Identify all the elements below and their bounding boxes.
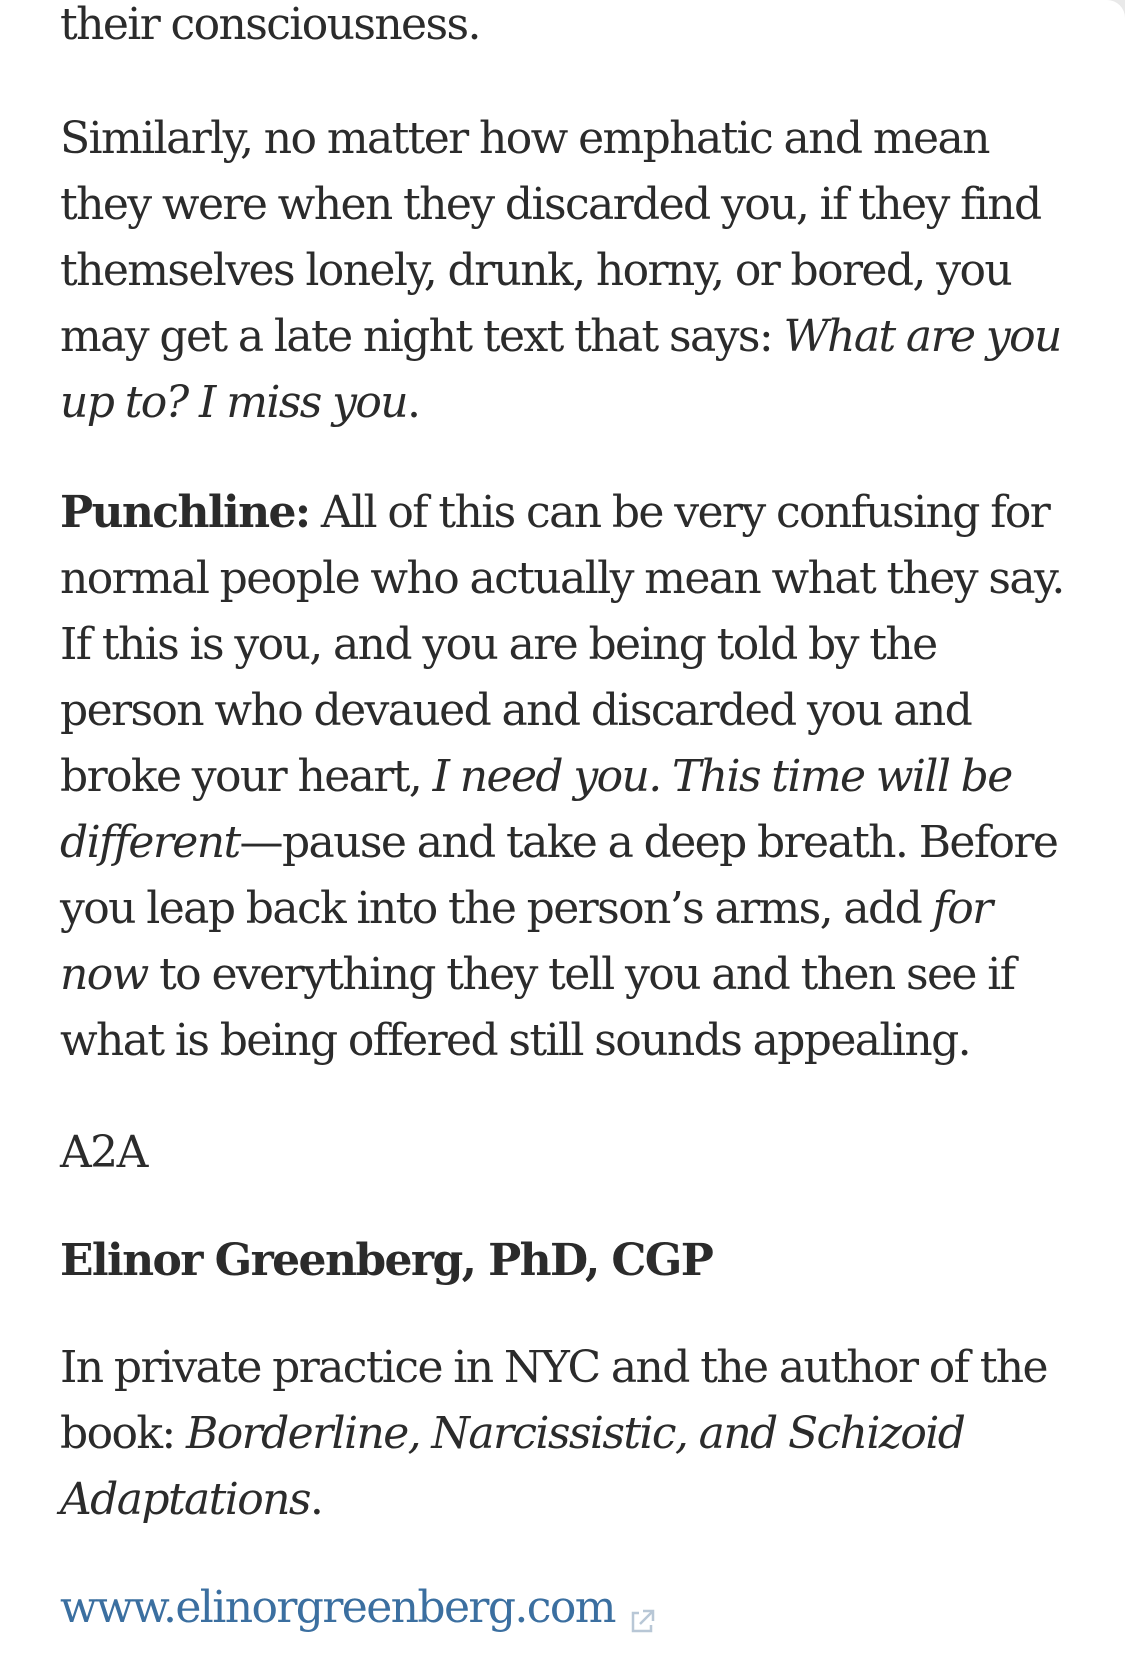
paragraph-text: —pause and take a deep breath. Before you leap back into the person’s arms, add [60, 817, 1058, 934]
author-name-text: Elinor Greenberg, PhD, CGP [60, 1235, 713, 1286]
paragraph-end: . [407, 377, 420, 428]
author-bio [60, 1335, 1080, 1533]
paragraph-text: Similarly, no matter how emphatic and mean they were when they discarded you, if they find themselves lonely, drunk, horny, or bored, you may get a late night text that says: [60, 113, 1041, 362]
italic-quote: What are you up to? I miss you [60, 311, 1061, 428]
book-title: Borderline, Narcissistic, and Schizoid Adaptations [60, 1408, 965, 1525]
italic-for-now: for now [60, 883, 992, 1000]
website-link[interactable]: www.elinorgreenberg.com [60, 1582, 615, 1633]
external-link-icon [627, 1590, 657, 1620]
author-name [60, 1228, 1080, 1294]
italic-quote: I need you. This time will be different [60, 751, 1012, 868]
bio-end: . [309, 1474, 323, 1525]
paragraph-consciousness [60, 0, 1080, 58]
paragraph-text: to everything they tell you and then see if what is being offered still sounds appealing. [60, 949, 1015, 1066]
punchline-label: Punchline: [60, 487, 310, 538]
a2a-text: A2A [60, 1127, 147, 1178]
paragraph-punchline [60, 480, 1080, 1074]
paragraph-text: All of this can be very confusing for normal people who actually mean what they say. If this is you, and you are being told by the person who devaued and discarded you and broke your heart, [60, 487, 1064, 802]
a2a-label [60, 1120, 1080, 1186]
website-link-row [60, 1575, 1080, 1641]
paragraph-text: their consciousness. [60, 0, 480, 50]
paragraph-similarly [60, 106, 1080, 436]
bio-text: In private practice in NYC and the author of the book: [60, 1342, 1047, 1459]
